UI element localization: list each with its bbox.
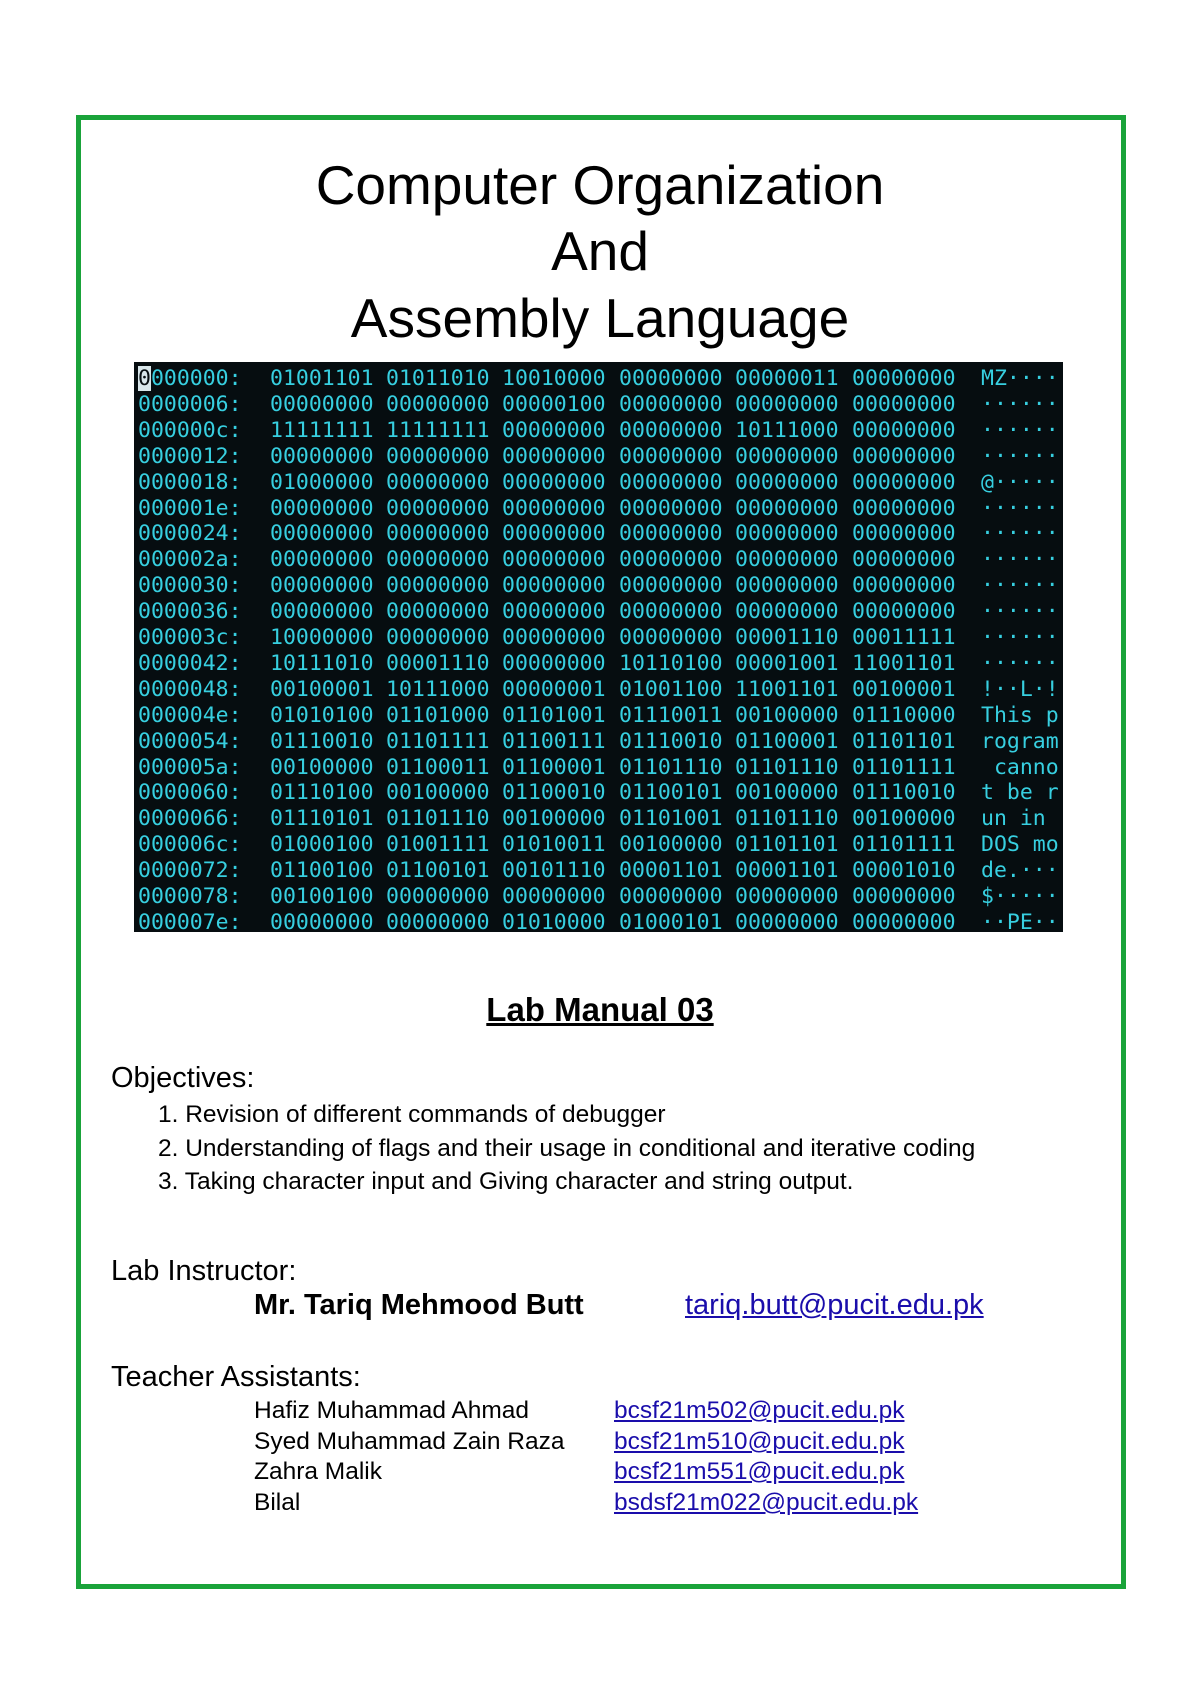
dump-byte: 01101110 bbox=[386, 806, 490, 832]
dump-byte: 00000000 bbox=[502, 469, 606, 495]
assistant-email-link[interactable]: bcsf21m510@pucit.edu.pk bbox=[614, 1428, 905, 1455]
dump-byte: 11111111 bbox=[386, 417, 490, 443]
dump-byte: 01101101 bbox=[852, 728, 956, 754]
dump-byte: 00000000 bbox=[502, 650, 606, 676]
dump-byte: 00000000 bbox=[270, 547, 374, 573]
dump-byte: 00000000 bbox=[852, 573, 956, 599]
dump-byte: 00000000 bbox=[270, 599, 374, 625]
dump-byte: 00000000 bbox=[852, 417, 956, 443]
dump-byte: 00000000 bbox=[270, 391, 374, 417]
dump-byte: 01010100 bbox=[270, 702, 374, 728]
dump-address: 0000042: bbox=[138, 650, 242, 676]
dump-byte: 01100101 bbox=[386, 858, 490, 884]
dump-byte: 00000000 bbox=[386, 521, 490, 547]
dump-byte: 00001001 bbox=[735, 650, 839, 676]
lab-manual-heading: Lab Manual 03 bbox=[486, 991, 714, 1028]
dump-byte: 00000000 bbox=[619, 495, 723, 521]
dump-byte: 00100000 bbox=[619, 832, 723, 858]
dump-byte: 00000000 bbox=[619, 599, 723, 625]
dump-ascii: de.··· bbox=[981, 858, 1059, 884]
title-line-1: Computer Organization bbox=[315, 154, 885, 216]
dump-address: 0000066: bbox=[138, 806, 242, 832]
dump-byte: 00000000 bbox=[735, 599, 839, 625]
dump-byte: 01110010 bbox=[852, 780, 956, 806]
dump-byte: 00000000 bbox=[735, 469, 839, 495]
dump-ascii: ······ bbox=[981, 599, 1059, 625]
objective-item: 1. Revision of different commands of debugger bbox=[158, 1101, 666, 1128]
dump-address: 0000006: bbox=[138, 391, 242, 417]
dump-byte: 01100101 bbox=[619, 780, 723, 806]
dump-byte: 00100100 bbox=[270, 884, 374, 909]
dump-byte: 00000000 bbox=[270, 495, 374, 521]
dump-byte: 00000000 bbox=[852, 469, 956, 495]
dump-byte: 00000000 bbox=[619, 521, 723, 547]
dump-address: 0000054: bbox=[138, 728, 242, 754]
dump-byte: 00001101 bbox=[619, 858, 723, 884]
dump-byte: 01101001 bbox=[502, 702, 606, 728]
assistant-name: Bilal bbox=[254, 1489, 301, 1516]
dump-byte: 10110100 bbox=[619, 650, 723, 676]
dump-byte: 01110011 bbox=[619, 702, 723, 728]
dump-address: 0000048: bbox=[138, 676, 242, 702]
dump-byte: 00000000 bbox=[619, 884, 723, 909]
dump-byte: 01110010 bbox=[270, 728, 374, 754]
dump-byte: 01101110 bbox=[735, 806, 839, 832]
dump-byte: 00000000 bbox=[502, 495, 606, 521]
dump-ascii: ······ bbox=[981, 573, 1059, 599]
dump-byte: 00000000 bbox=[502, 884, 606, 909]
dump-byte: 01100111 bbox=[502, 728, 606, 754]
dump-byte: 00000000 bbox=[386, 495, 490, 521]
dump-byte: 01101111 bbox=[852, 754, 956, 780]
dump-byte: 00000000 bbox=[852, 547, 956, 573]
dump-address: 0000024: bbox=[138, 521, 242, 547]
dump-byte: 00000000 bbox=[270, 521, 374, 547]
dump-byte: 11001101 bbox=[852, 650, 956, 676]
dump-byte: 01100011 bbox=[386, 754, 490, 780]
objective-item: 3. Taking character input and Giving character and string output. bbox=[158, 1168, 854, 1195]
dump-byte: 00000011 bbox=[735, 366, 839, 391]
dump-byte: 00000000 bbox=[386, 625, 490, 650]
dump-byte: 00000000 bbox=[619, 469, 723, 495]
dump-byte: 00100000 bbox=[735, 780, 839, 806]
dump-byte: 00000000 bbox=[735, 884, 839, 909]
dump-ascii: ······ bbox=[981, 495, 1059, 521]
dump-ascii: ······ bbox=[981, 547, 1059, 573]
dump-address: 000002a: bbox=[138, 547, 242, 573]
dump-byte: 00001101 bbox=[735, 858, 839, 884]
dump-byte: 00001010 bbox=[852, 858, 956, 884]
dump-byte: 00000000 bbox=[619, 366, 723, 391]
assistant-name: Zahra Malik bbox=[254, 1458, 382, 1485]
objectives-label: Objectives: bbox=[111, 1062, 255, 1094]
dump-byte: 01000100 bbox=[270, 832, 374, 858]
dump-byte: 00100001 bbox=[852, 676, 956, 702]
dump-address: 000007e: bbox=[138, 909, 242, 932]
dump-address: 000003c: bbox=[138, 625, 242, 650]
dump-byte: 00000000 bbox=[386, 547, 490, 573]
dump-byte: 00000000 bbox=[270, 443, 374, 469]
dump-byte: 00000001 bbox=[502, 676, 606, 702]
dump-ascii: ··PE·· bbox=[981, 909, 1059, 932]
dump-byte: 10111000 bbox=[735, 417, 839, 443]
dump-ascii: MZ···· bbox=[981, 366, 1059, 391]
dump-byte: 00000000 bbox=[852, 495, 956, 521]
dump-ascii: ······ bbox=[981, 391, 1059, 417]
dump-byte: 01101111 bbox=[852, 832, 956, 858]
dump-byte: 00011111 bbox=[852, 625, 956, 650]
dump-byte: 00000000 bbox=[270, 909, 374, 932]
dump-address: 0000018: bbox=[138, 469, 242, 495]
dump-byte: 00000000 bbox=[502, 625, 606, 650]
dump-byte: 00000000 bbox=[270, 573, 374, 599]
dump-byte: 00000000 bbox=[386, 884, 490, 909]
title-line-3: Assembly Language bbox=[350, 287, 850, 349]
dump-address: 0000000: bbox=[138, 366, 242, 391]
dump-address: 0000072: bbox=[138, 858, 242, 884]
assistant-email-link[interactable]: bcsf21m502@pucit.edu.pk bbox=[614, 1397, 905, 1424]
dump-byte: 00100000 bbox=[735, 702, 839, 728]
dump-address: 0000078: bbox=[138, 884, 242, 909]
dump-byte: 01100001 bbox=[502, 754, 606, 780]
dump-address: 0000060: bbox=[138, 780, 242, 806]
dump-address: 0000012: bbox=[138, 443, 242, 469]
dump-byte: 01100010 bbox=[502, 780, 606, 806]
dump-ascii: ······ bbox=[981, 417, 1059, 443]
dump-byte: 10111010 bbox=[270, 650, 374, 676]
dump-byte: 00000000 bbox=[386, 469, 490, 495]
dump-address: 000006c: bbox=[138, 832, 242, 858]
dump-address: 000005a: bbox=[138, 754, 242, 780]
dump-byte: 10010000 bbox=[502, 366, 606, 391]
dump-byte: 11111111 bbox=[270, 417, 374, 443]
assistant-name: Syed Muhammad Zain Raza bbox=[254, 1428, 565, 1455]
binary-dump-image bbox=[134, 362, 1063, 932]
dump-ascii: canno bbox=[981, 754, 1059, 780]
dump-byte: 00000000 bbox=[619, 417, 723, 443]
dump-byte: 00000100 bbox=[502, 391, 606, 417]
dump-byte: 01001111 bbox=[386, 832, 490, 858]
dump-byte: 01000000 bbox=[270, 469, 374, 495]
dump-byte: 00000000 bbox=[619, 573, 723, 599]
dump-byte: 00100000 bbox=[852, 806, 956, 832]
dump-ascii: ······ bbox=[981, 443, 1059, 469]
dump-byte: 00000000 bbox=[852, 391, 956, 417]
dump-byte: 01101110 bbox=[619, 754, 723, 780]
dump-byte: 00100000 bbox=[502, 806, 606, 832]
dump-byte: 00100000 bbox=[270, 754, 374, 780]
teacher-assistants-label: Teacher Assistants: bbox=[111, 1361, 361, 1393]
dump-byte: 00100000 bbox=[386, 780, 490, 806]
dump-byte: 01000101 bbox=[619, 909, 723, 932]
dump-ascii: ······ bbox=[981, 521, 1059, 547]
dump-ascii: ······ bbox=[981, 650, 1059, 676]
dump-byte: 10111000 bbox=[386, 676, 490, 702]
dump-byte: 00000000 bbox=[735, 909, 839, 932]
dump-byte: 00000000 bbox=[735, 495, 839, 521]
dump-byte: 00000000 bbox=[502, 547, 606, 573]
dump-byte: 00001110 bbox=[735, 625, 839, 650]
dump-byte: 01101000 bbox=[386, 702, 490, 728]
dump-ascii: $····· bbox=[981, 884, 1059, 909]
dump-byte: 00000000 bbox=[619, 391, 723, 417]
dump-byte: 00000000 bbox=[619, 443, 723, 469]
dump-byte: 00001110 bbox=[386, 650, 490, 676]
dump-byte: 01101111 bbox=[386, 728, 490, 754]
dump-byte: 00000000 bbox=[735, 443, 839, 469]
dump-byte: 00000000 bbox=[735, 573, 839, 599]
dump-byte: 01101110 bbox=[735, 754, 839, 780]
dump-ascii: ······ bbox=[981, 625, 1059, 650]
dump-byte: 10000000 bbox=[270, 625, 374, 650]
text-cursor: 0 bbox=[138, 366, 151, 391]
dump-byte: 01110100 bbox=[270, 780, 374, 806]
title-line-2: And bbox=[551, 220, 649, 282]
dump-address: 000001e: bbox=[138, 495, 242, 521]
objective-item: 2. Understanding of flags and their usage in conditional and iterative coding bbox=[158, 1135, 976, 1162]
dump-byte: 00000000 bbox=[619, 547, 723, 573]
dump-byte: 11001101 bbox=[735, 676, 839, 702]
dump-byte: 01100001 bbox=[735, 728, 839, 754]
dump-byte: 01100100 bbox=[270, 858, 374, 884]
dump-byte: 00000000 bbox=[386, 909, 490, 932]
instructor-name: Mr. Tariq Mehmood Butt bbox=[254, 1289, 584, 1321]
dump-byte: 01110101 bbox=[270, 806, 374, 832]
dump-ascii: t be r bbox=[981, 780, 1059, 806]
dump-address: 0000030: bbox=[138, 573, 242, 599]
dump-address: 000004e: bbox=[138, 702, 242, 728]
dump-byte: 00000000 bbox=[735, 521, 839, 547]
dump-byte: 00000000 bbox=[735, 547, 839, 573]
dump-byte: 00000000 bbox=[502, 599, 606, 625]
dump-address: 000000c: bbox=[138, 417, 242, 443]
dump-byte: 01010011 bbox=[502, 832, 606, 858]
assistant-email-link[interactable]: bsdsf21m022@pucit.edu.pk bbox=[614, 1489, 919, 1516]
dump-ascii: rogram bbox=[981, 728, 1059, 754]
dump-byte: 01110010 bbox=[619, 728, 723, 754]
instructor-email-link[interactable]: tariq.butt@pucit.edu.pk bbox=[685, 1289, 984, 1321]
dump-ascii: un in bbox=[981, 806, 1059, 832]
dump-byte: 00000000 bbox=[386, 391, 490, 417]
dump-byte: 01001101 bbox=[270, 366, 374, 391]
dump-byte: 00101110 bbox=[502, 858, 606, 884]
dump-byte: 00000000 bbox=[502, 521, 606, 547]
dump-ascii: @····· bbox=[981, 469, 1059, 495]
dump-byte: 00000000 bbox=[386, 599, 490, 625]
dump-byte: 00100001 bbox=[270, 676, 374, 702]
dump-byte: 00000000 bbox=[852, 599, 956, 625]
assistant-name: Hafiz Muhammad Ahmad bbox=[254, 1397, 530, 1424]
dump-byte: 00000000 bbox=[619, 625, 723, 650]
dump-ascii: This p bbox=[981, 702, 1059, 728]
assistant-email-link[interactable]: bcsf21m551@pucit.edu.pk bbox=[614, 1458, 905, 1485]
dump-byte: 00000000 bbox=[852, 909, 956, 932]
dump-byte: 01010000 bbox=[502, 909, 606, 932]
dump-byte: 00000000 bbox=[852, 521, 956, 547]
dump-byte: 00000000 bbox=[502, 417, 606, 443]
lab-instructor-label: Lab Instructor: bbox=[111, 1255, 297, 1287]
dump-address: 0000036: bbox=[138, 599, 242, 625]
dump-byte: 01101001 bbox=[619, 806, 723, 832]
dump-byte: 00000000 bbox=[735, 391, 839, 417]
dump-byte: 01001100 bbox=[619, 676, 723, 702]
dump-byte: 00000000 bbox=[852, 366, 956, 391]
dump-byte: 01110000 bbox=[852, 702, 956, 728]
dump-byte: 00000000 bbox=[386, 443, 490, 469]
dump-byte: 01011010 bbox=[386, 366, 490, 391]
dump-ascii: DOS mo bbox=[981, 832, 1059, 858]
dump-ascii: !··L·! bbox=[981, 676, 1059, 702]
dump-byte: 00000000 bbox=[852, 443, 956, 469]
dump-byte: 00000000 bbox=[502, 443, 606, 469]
dump-byte: 00000000 bbox=[386, 573, 490, 599]
dump-byte: 00000000 bbox=[852, 884, 956, 909]
dump-byte: 01101101 bbox=[735, 832, 839, 858]
dump-byte: 00000000 bbox=[502, 573, 606, 599]
